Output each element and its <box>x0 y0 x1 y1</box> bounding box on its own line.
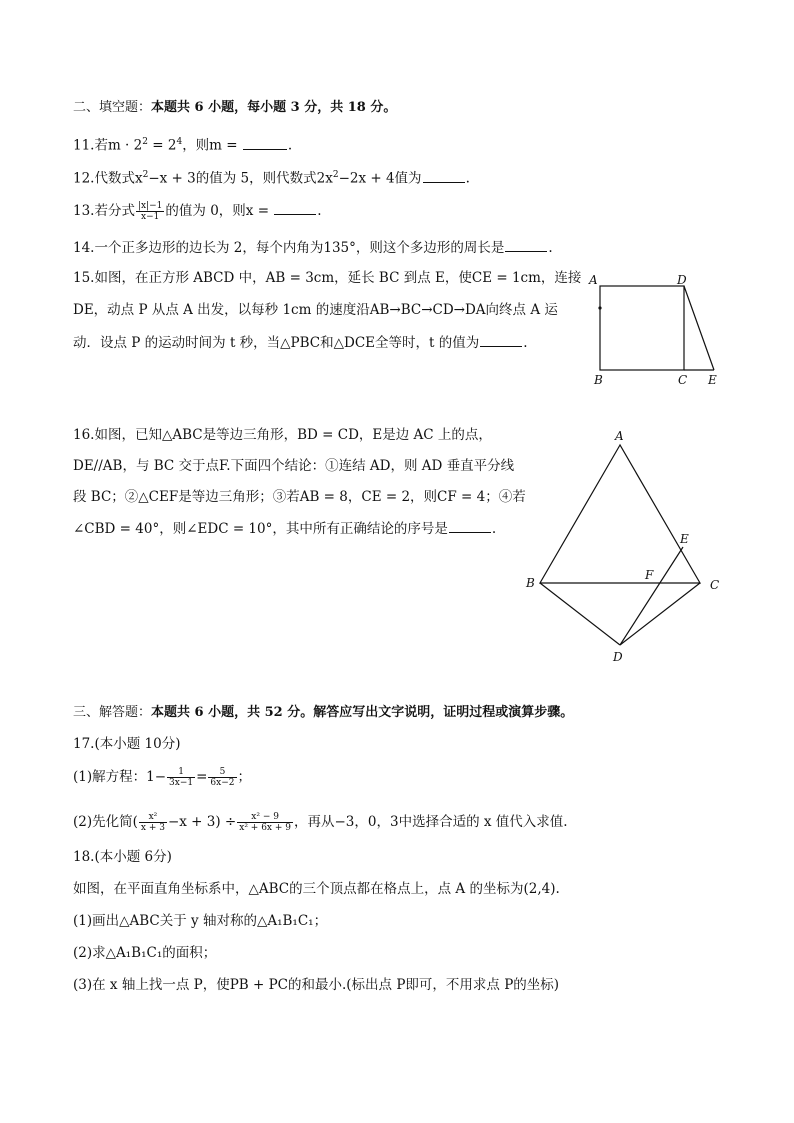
section-2-heading: 二、填空题：本题共 6 小题，每小题 3 分，共 18 分。 <box>73 100 397 115</box>
answer-blank-15[interactable] <box>480 332 522 347</box>
question-17-part-2: (2)先化简( $\frac{\text{x²}}{x + 3}$ −x + 3) ÷ $\frac{\text{x² − 9}}{\text{x² + 6x + 9}}$ ，再从−3，0，3中选择合适的 x 值代入求值. <box>73 812 568 833</box>
question-15-line-1: 15.如图，在正方形 ABCD 中，AB = 3cm，延长 BC 到点 E，使CE = 1cm，连接 <box>73 270 582 286</box>
answer-blank-16[interactable] <box>449 518 491 533</box>
fraction: $\frac{5}{6x-2}$ <box>210 767 235 788</box>
triangle-abc <box>540 445 700 583</box>
question-15-line-2: DE，动点 P 从点 A 出发，以每秒 1cm 的速度沿AB→BC→CD→DA向终点 A 运 <box>73 302 558 318</box>
label-d: D <box>613 650 623 664</box>
question-14: 14.一个正多边形的边长为 2，每个内角为135°，则这个多边形的周长是 . <box>73 237 553 258</box>
label-c: C <box>710 578 720 592</box>
triangle-figure <box>520 425 730 670</box>
segment-bd <box>540 583 620 645</box>
question-18-part-2: (2)求△A₁B₁C₁的面积； <box>73 945 217 961</box>
fraction: $\frac{1}{3x-1}$ <box>169 767 194 788</box>
label-e: E <box>708 373 717 387</box>
question-12: 12.代数式$x^2-x + 3$的值为 5，则代数式$2x^2-2x + 4$值为 . <box>73 165 470 189</box>
answer-blank-11[interactable] <box>243 135 287 150</box>
answer-blank-13[interactable] <box>274 200 316 215</box>
question-13: 13.若分式 $\frac{|x|-1}{x-1}$ 的值为 0，则x = . <box>73 201 322 222</box>
answer-blank-14[interactable] <box>505 237 547 252</box>
square-figure <box>585 268 725 390</box>
answer-blank-12[interactable] <box>423 168 465 183</box>
question-16-line-4: ∠CBD = 40°，则∠EDC = 10°，其中所有正确结论的序号是 . <box>73 518 496 539</box>
square-abcd <box>600 286 684 370</box>
section-3-heading: 三、解答题：本题共 6 小题，共 52 分。解答应写出文字说明，证明过程或演算步骤。 <box>73 705 574 720</box>
fraction: $\frac{\text{x² − 9}}{\text{x² + 6x + 9}}$ <box>239 812 291 833</box>
question-16-line-2: DE//AB，与 BC 交于点F.下面四个结论：①连结 AD，则 AD 垂直平分线 <box>73 458 515 474</box>
label-e: E <box>680 532 689 546</box>
question-18-part-1: (1)画出△ABC关于 y 轴对称的△A₁B₁C₁； <box>73 913 328 929</box>
fraction: $\frac{|x|-1}{x-1}$ <box>137 201 163 222</box>
question-18-part-3: (3)在 x 轴上找一点 P，使PB + PC的和最小.(标出点 P即可，不用求点 P的坐标) <box>73 977 560 993</box>
segment-de <box>684 286 714 370</box>
segment-cd <box>620 583 700 645</box>
fraction: $\frac{\text{x²}}{x + 3}$ <box>140 812 165 833</box>
question-15-line-3: 动．设点 P 的运动时间为 t 秒，当△PBC和△DCE全等时，t 的值为 . <box>73 332 528 353</box>
question-16-line-1: 16.如图，已知△ABC是等边三角形，BD = CD，E是边 AC 上的点， <box>73 427 492 443</box>
point-p <box>598 306 601 309</box>
label-b: B <box>526 576 535 590</box>
question-11: 11.若$m \cdot 2^2 = 2^4$，则m = . <box>73 132 292 156</box>
label-d: D <box>677 273 687 287</box>
segment-de <box>620 547 683 645</box>
question-18-title: 18.(本小题 6分) <box>73 849 172 865</box>
label-f: F <box>645 568 654 582</box>
question-17-part-1: (1)解方程：1− $\frac{1}{3x-1}$ = $\frac{5}{6x-2}$ ； <box>73 767 251 788</box>
label-c: C <box>678 373 688 387</box>
question-17-title: 17.(本小题 10分) <box>73 736 181 752</box>
label-a: A <box>589 273 598 287</box>
label-b: B <box>594 373 603 387</box>
question-16-line-3: 段 BC；②△CEF是等边三角形；③若AB = 8，CE = 2，则CF = 4；④若 <box>73 489 526 505</box>
label-a: A <box>615 429 624 443</box>
question-18-intro: 如图，在平面直角坐标系中，△ABC的三个顶点都在格点上，点 A 的坐标为(2,4). <box>73 881 560 897</box>
